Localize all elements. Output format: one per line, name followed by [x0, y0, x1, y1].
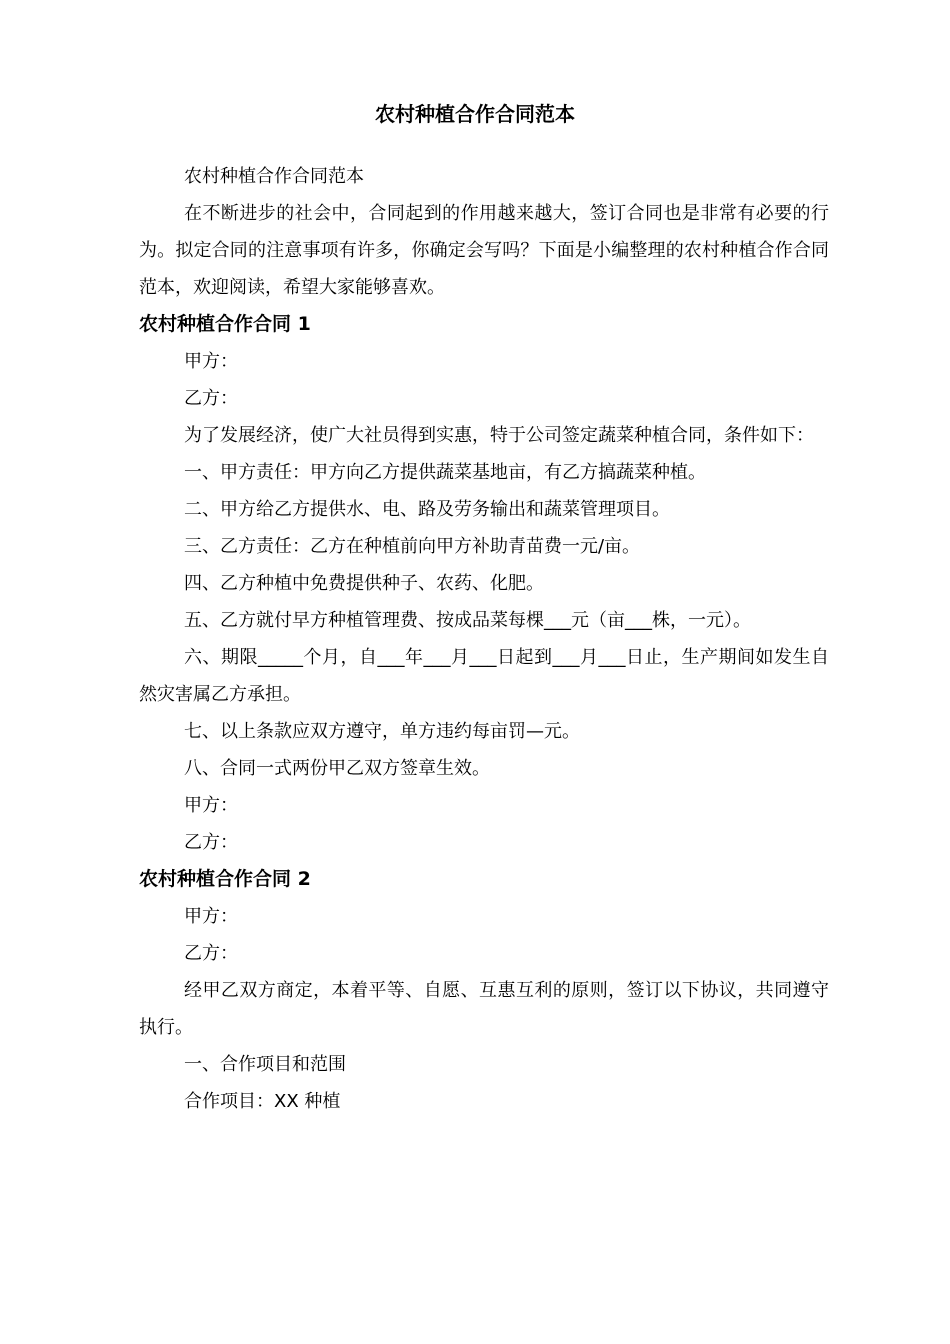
- contract-1-clause: 五、乙方就付早方种植管理费、按成品菜每棵___元（亩___株，一元）。: [184, 610, 751, 631]
- contract-2-preamble: 经甲乙双方商定，本着平等、自愿、互惠互利的原则，签订以下协议，共同遵守执行。: [139, 980, 829, 1038]
- contract-1-clause: 七、以上条款应双方遵守，单方违约每亩罚—元。: [184, 721, 580, 742]
- contract-2-party-b: 乙方：: [184, 943, 238, 964]
- contract-1-heading: 农村种植合作合同 1: [139, 313, 311, 335]
- contract-2-party-a: 甲方：: [184, 906, 238, 927]
- contract-2-heading: 农村种植合作合同 2: [139, 868, 311, 890]
- document-title: 农村种植合作合同范本: [375, 102, 575, 126]
- contract-1-clause: 八、合同一式两份甲乙双方签章生效。: [184, 758, 490, 779]
- contract-2-section-heading: 一、合作项目和范围: [184, 1054, 346, 1075]
- document-body: [139, 158, 829, 1120]
- contract-1-party-b: 乙方：: [184, 388, 238, 409]
- contract-1-clause: 六、期限_____个月，自___年___月___日起到___月___日止，生产期间如发生自然灾害属乙方承担。: [139, 647, 829, 705]
- contract-1-sign-b: 乙方：: [184, 832, 238, 853]
- contract-1-clause: 三、乙方责任：乙方在种植前向甲方补助青苗费一元/亩。: [184, 536, 641, 557]
- contract-1-party-a: 甲方：: [184, 351, 238, 372]
- contract-1-sign-a: 甲方：: [184, 795, 238, 816]
- contract-2-project: 合作项目：XX 种植: [184, 1091, 341, 1112]
- contract-1-clause: 二、甲方给乙方提供水、电、路及劳务输出和蔬菜管理项目。: [184, 499, 670, 520]
- contract-1-clause: 一、甲方责任：甲方向乙方提供蔬菜基地亩，有乙方搞蔬菜种植。: [184, 462, 706, 483]
- intro-paragraph: 在不断进步的社会中，合同起到的作用越来越大，签订合同也是非常有必要的行为。拟定合同的注意事项有许多，你确定会写吗？下面是小编整理的农村种植合作合同范本，欢迎阅读，希望大家能够喜欢。: [139, 203, 829, 298]
- contract-1-clause: 四、乙方种植中免费提供种子、农药、化肥。: [184, 573, 544, 594]
- contract-1-preamble: 为了发展经济，使广大社员得到实惠，特于公司签定蔬菜种植合同，条件如下：: [184, 425, 814, 446]
- subtitle: 农村种植合作合同范本: [184, 166, 364, 187]
